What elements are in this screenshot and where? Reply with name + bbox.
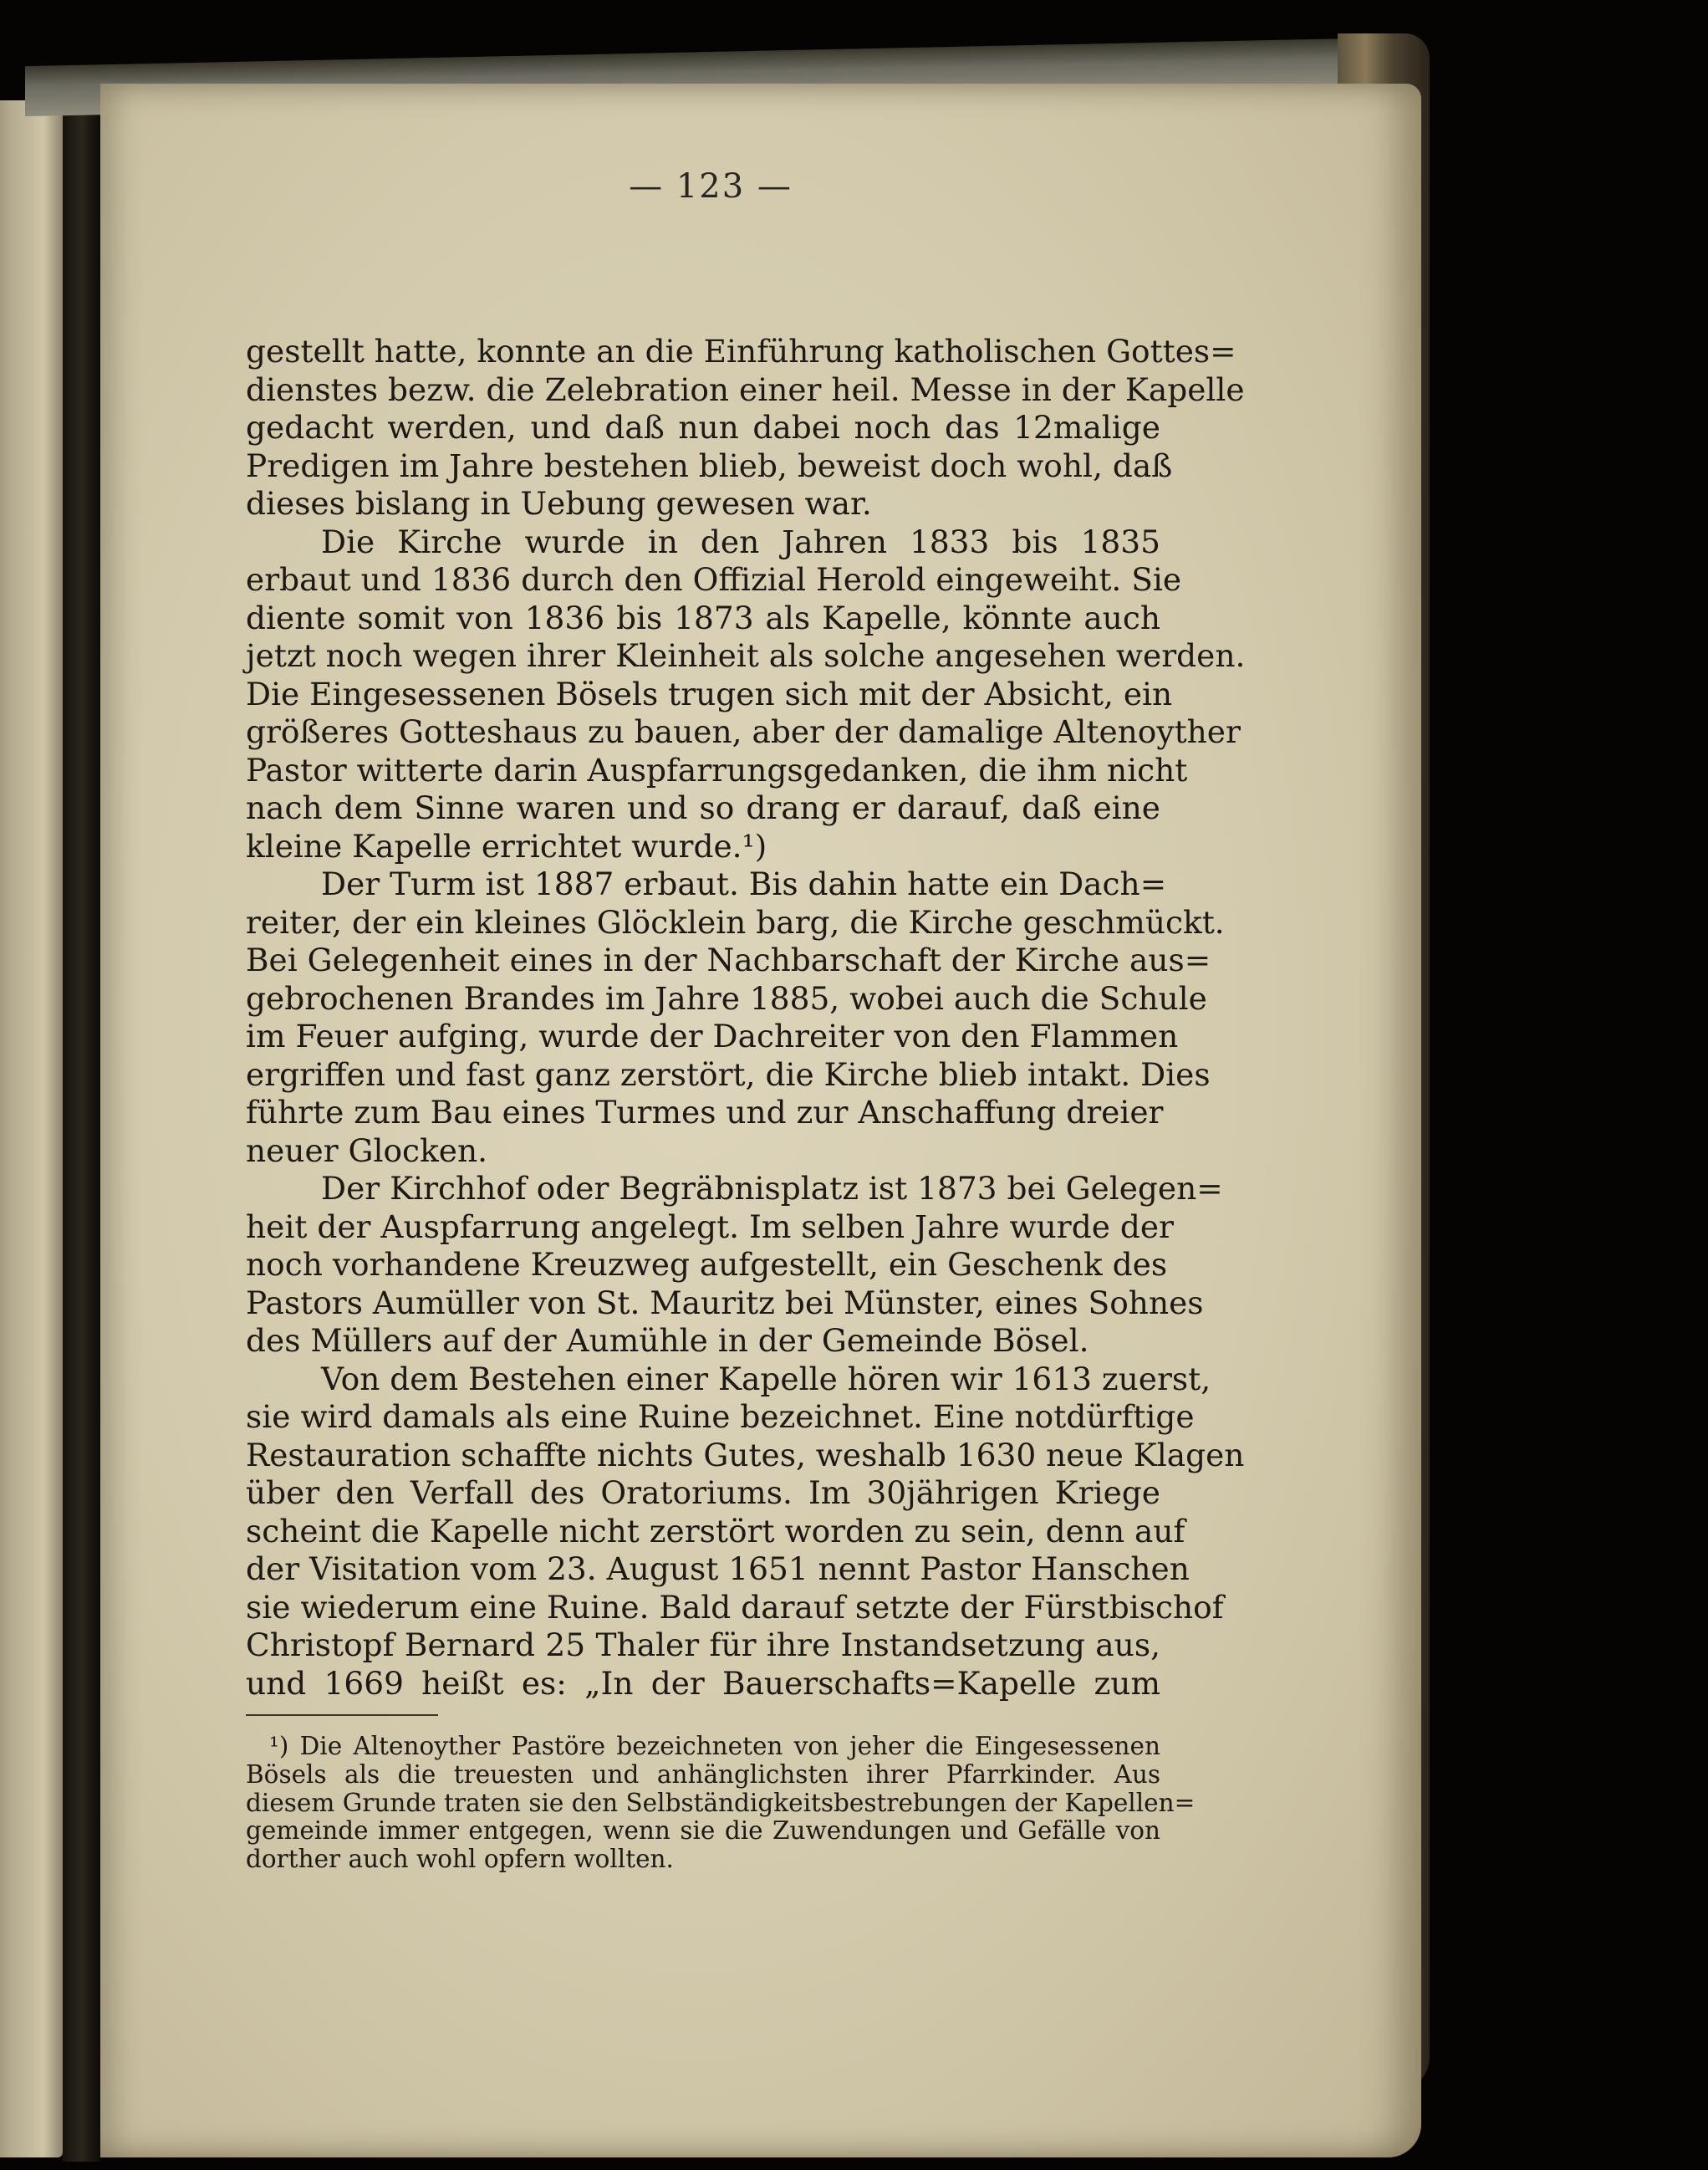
body-line: jetzt noch wegen ihrer Kleinheit als solche angesehen werden. [246, 637, 1246, 674]
body-text [246, 333, 1246, 1703]
body-line: sie wiederum eine Ruine. Bald darauf setzte der Fürstbischof [246, 1588, 1224, 1626]
footnote-divider [246, 1714, 438, 1716]
left-page-edge [0, 100, 63, 2157]
body-line: nach dem Sinne waren und so drang er darauf, daß eine [246, 789, 1160, 826]
body-line: Restauration schaffte nichts Gutes, weshalb 1630 neue Klagen [246, 1436, 1245, 1473]
body-line: Pastors Aumüller von St. Mauritz bei Münster, eines Sohnes [246, 1284, 1204, 1321]
body-line: ergriffen und fast ganz zerstört, die Kirche blieb intakt. Dies [246, 1055, 1211, 1093]
body-line: der Visitation vom 23. August 1651 nennt Pastor Hanschen [246, 1550, 1190, 1587]
body-line: Die Eingesessenen Bösels trugen sich mit der Absicht, ein [246, 675, 1173, 712]
footnotes [246, 1732, 1196, 1874]
footnote-line: diesem Grunde traten sie den Selbständigkeitsbestrebungen der Kapellen= [246, 1788, 1196, 1817]
body-line: des Müllers auf der Aumühle in der Gemeinde Bösel. [246, 1322, 1089, 1359]
body-line: gebrochenen Brandes im Jahre 1885, wobei auch die Schule [246, 979, 1207, 1017]
book-gutter [63, 88, 100, 2162]
body-line: dieses bislang in Uebung gewesen war. [246, 485, 872, 522]
body-line: im Feuer aufging, wurde der Dachreiter von den Flammen [246, 1018, 1179, 1054]
body-line: führte zum Bau eines Turmes und zur Anschaffung dreier [246, 1094, 1164, 1131]
body-line: erbaut und 1836 durch den Offizial Herold eingeweiht. Sie [246, 561, 1182, 598]
footnote-line: Bösels als die treuesten und anhänglichsten ihrer Pfarrkinder. Aus [246, 1759, 1160, 1789]
body-line: kleine Kapelle errichtet wurde.¹) [246, 827, 767, 865]
body-line: Bei Gelegenheit eines in der Nachbarschaft der Kirche aus= [246, 942, 1211, 978]
body-line: Pastor witterte darin Auspfarrungsgedanken, die ihm nicht [246, 751, 1188, 789]
footnote-line: dorther auch wohl opfern wollten. [246, 1845, 674, 1874]
body-line: reiter, der ein kleines Glöcklein barg, die Kirche geschmückt. [246, 903, 1225, 941]
body-line: Predigen im Jahre bestehen blieb, beweist doch wohl, daß [246, 447, 1173, 484]
body-line: diente somit von 1836 bis 1873 als Kapelle, könnte auch [246, 599, 1160, 636]
body-line: gedacht werden, und daß nun dabei noch das 12malige [246, 409, 1160, 446]
body-line: Der Turm ist 1887 erbaut. Bis dahin hatte ein Dach= [321, 865, 1167, 902]
body-line: Von dem Bestehen einer Kapelle hören wir 1613 zuerst, [321, 1360, 1211, 1397]
body-line: noch vorhandene Kreuzweg aufgestellt, ein Geschenk des [246, 1246, 1168, 1283]
body-line: größeres Gotteshaus zu bauen, aber der damalige Altenoyther [246, 713, 1241, 750]
body-line: neuer Glocken. [246, 1131, 488, 1169]
footnote-line: gemeinde immer entgegen, wenn sie die Zuwendungen und Gefälle von [246, 1816, 1160, 1846]
page-number: — 123 — [629, 167, 793, 206]
body-line: Christopf Bernard 25 Thaler für ihre Instandsetzung aus, [246, 1626, 1160, 1663]
body-line: scheint die Kapelle nicht zerstört worden zu sein, denn auf [246, 1512, 1185, 1550]
body-line: Die Kirche wurde in den Jahren 1833 bis 1835 [321, 523, 1160, 560]
body-line: heit der Auspfarrung angelegt. Im selben Jahre wurde der [246, 1208, 1174, 1245]
body-line: und 1669 heißt es: „In der Bauerschafts=Kapelle zum [246, 1664, 1160, 1702]
body-line: Der Kirchhof oder Begräbnisplatz ist 1873 bei Gelegen= [321, 1170, 1223, 1207]
body-line: gestellt hatte, konnte an die Einführung katholischen Gottes= [246, 333, 1236, 370]
body-line: sie wird damals als eine Ruine bezeichnet. Eine notdürftige [246, 1398, 1195, 1435]
body-line: über den Verfall des Oratoriums. Im 30jährigen Kriege [246, 1474, 1160, 1511]
footnote-line: ¹) Die Altenoyther Pastöre bezeichneten von jeher die Eingesessenen [269, 1732, 1160, 1760]
body-line: dienstes bezw. die Zelebration einer heil. Messe in der Kapelle [246, 370, 1245, 408]
